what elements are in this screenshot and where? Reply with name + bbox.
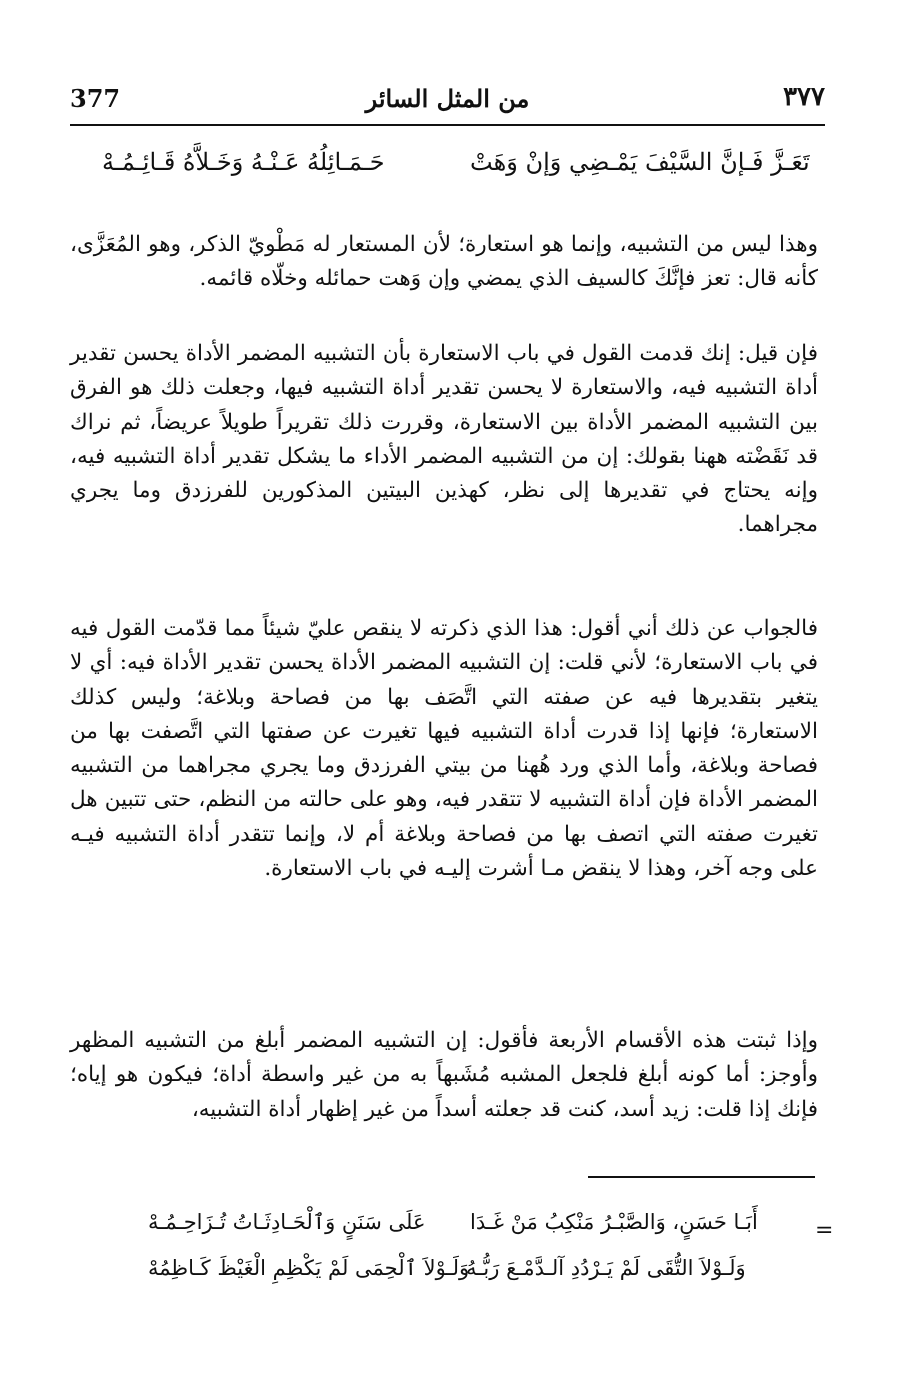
paragraph-text: فالجواب عن ذلك أني أقول: هذا الذي ذكرته لا ينقص عليّ شيئاً مما قدّمت القول فيه في باب الاستعارة؛ لأني قلت: إن التشبيه المضمر الأداة يحسن تقدير الأداة فيه: أي لا يتغير بتقديرها فيه عن صفته التي اتَّصَف بها من فصاحة وبلاغة؛ وليس كذلك الاستعارة؛ فإنها إذا قدرت أداة التشبيه فيها تغيرت عن صفتها التي اتَّصفت بها من فصاحة وبلاغة، وأما الذي ورد هُهنا من بيتي الفرزدق وما يجري مجراهما من التشبيه المضمر الأداة فإن أداة التشبيه لا تتقدر فيه، وهو على حالته من النظم، حتى تتبين هل تغيرت صفته التي اتصف بها من فصاحة وبلاغة أم لا، وإنما تتقدر أداة التشبيه فيـه على وجه آخر، وهذا لا ينقض مـا أشرت إليـه في باب الاستعارة. (70, 616, 818, 882)
footnote-continuation-marker: = (815, 1218, 834, 1243)
footnote-verse1-left: عَلَى سَنَنٍ وَٱلْحَـادِثَـاتُ تُـزَاحِـمُـهْ (148, 1210, 426, 1234)
header-rule (70, 124, 825, 126)
paragraph-2 (70, 337, 818, 543)
verse-hemistich-left: حَـمَـائِلُهُ عَـنْـهُ وَخَـلاَّهُ قَـائِـمُـهْ (102, 148, 385, 176)
footnote-verse2-left: وَلَـوْلاَ ٱلْحِمَى لَمْ يَكْظِمِ الْغَيْظَ كَـاظِمُهْ (148, 1256, 470, 1280)
paragraph-3 (70, 612, 818, 886)
footnote-verse1-right: أَبَـا حَسَنٍ، وَالصَّبْـرُ مَنْكِبُ مَنْ غَـدَا (470, 1210, 758, 1234)
footnote-verse2-right: وَلَـوْلاَ التُّقَى لَمْ يَـرْدُدِ آلـدَّمْـعَ رَبُّـهُ (466, 1256, 746, 1280)
paragraph-text: فإن قيل: إنك قدمت القول في باب الاستعارة بأن التشبيه المضمر الأداة يحسن تقدير أداة التشبيه فيه، والاستعارة لا يحسن تقدير أداة التشبيه فيها، وجعلت ذلك هو الفرق بين التشبيه المضمر الأداة بين الاستعارة، وقررت ذلك تقريراً طويلاً عريضاً، ثم نراك قد نَقَضْته ههنا بقولك: إن من التشبيه المضمر الأداء ما يشكل تقدير أداة التشبيه فيه، وإنه يحتاج في تقديرها إلى نظر، كهذين البيتين المذكورين للفرزدق وما يجري مجراهما. (70, 341, 818, 538)
footnote-rule (588, 1176, 815, 1178)
paragraph-1 (70, 228, 818, 297)
page-number-arabic: ٣٧٧ (783, 82, 825, 112)
paragraph-text: وهذا ليس من التشبيه، وإنما هو استعارة؛ لأن المستعار له مَطْويّ الذكر، وهو المُعَزَّى، كأنه قال: تعز فإنَّكَ كالسيف الذي يمضي وإن وَهت حمائله وخلّاه قائمه. (70, 232, 818, 292)
page-number-latin: 377 (70, 84, 121, 113)
verse-hemistich-right: تَعَـزَّ فَـإنَّ السَّيْفَ يَمْـضِي وَإنْ وَهَتْ (470, 148, 810, 176)
running-title: من المثل السائر (365, 84, 530, 113)
page-header (70, 78, 825, 122)
paragraph-4 (70, 1024, 818, 1127)
paragraph-text: وإذا ثبتت هذه الأقسام الأربعة فأقول: إن التشبيه المضمر أبلغ من التشبيه المظهر وأوجز: أما كونه أبلغ فلجعل المشبه مُشَبهاً به من غير واسطة أداة؛ فيكون هو إياه؛ فإنك إذا قلت: زيد أسد، كنت قد جعلته أسداً من غير إظهار أداة التشبيه، (70, 1028, 818, 1122)
